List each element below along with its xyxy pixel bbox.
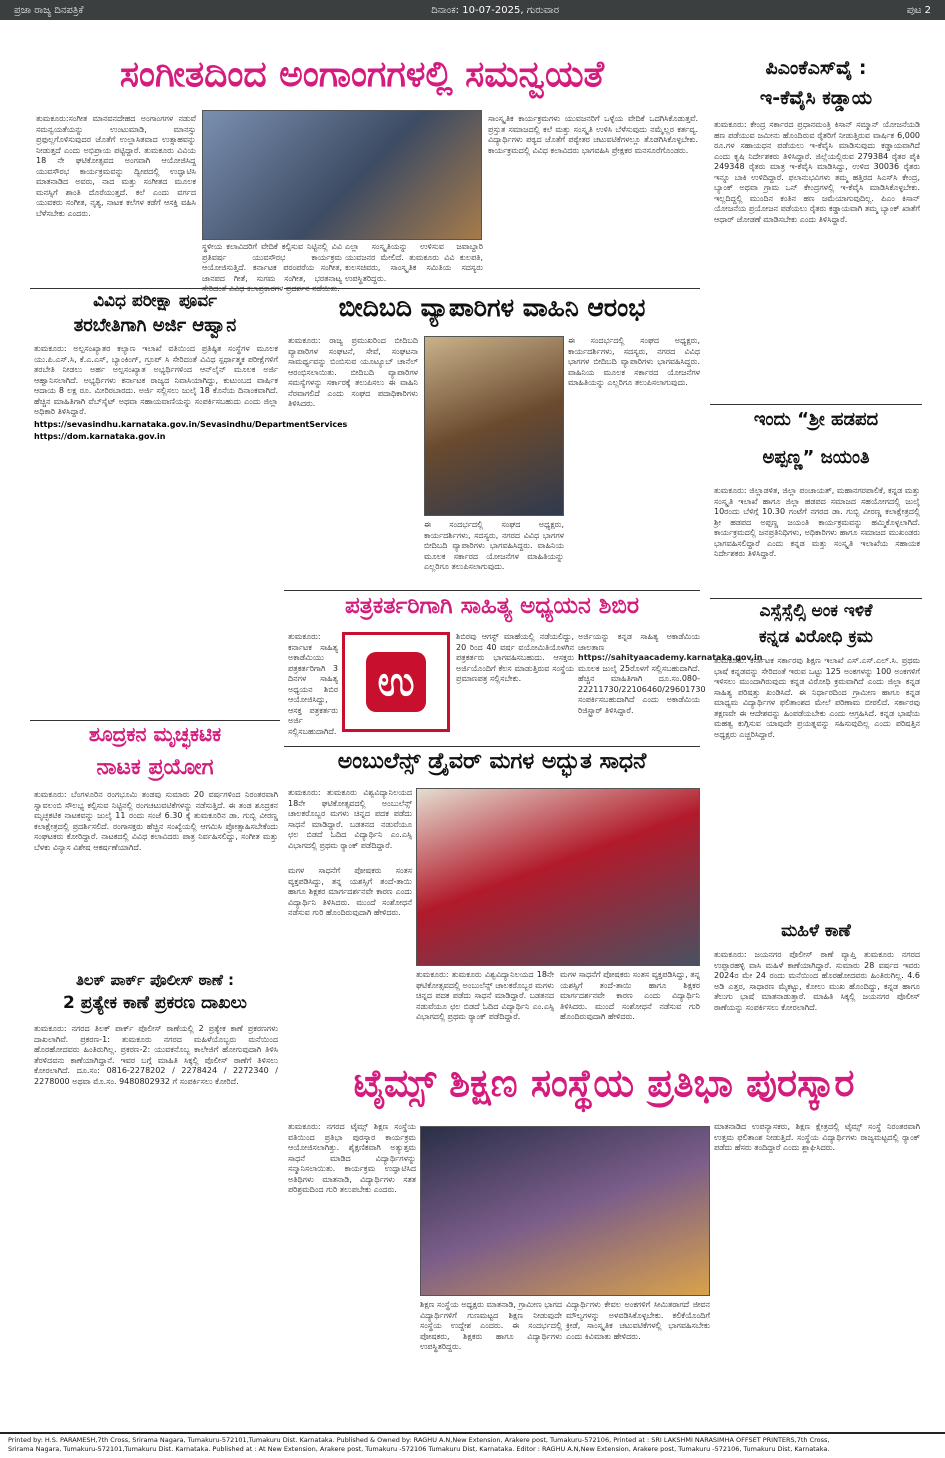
imprint-line-2: Srirama Nagara, Tumakuru-572101,Tumakuru Dist. Karnataka. Published at : At New Extension, Arakere post, Tumakuru -572106 Tumakuru Dist, Karnataka. Editor : RAGHU A.N,New Extension, Arakere post, Tumakuru -572106, Tumakuru Dist, Karnataka. xyxy=(8,1444,830,1453)
story5-col1: ತುಮಕೂರು: ರಾಜ್ಯ ಪ್ರಮುಖರಿಂದ ಬೀದಿಬದಿ ವ್ಯಾಪಾರಿಗಳ ಸಂಘಟನೆ, ಸೇವೆ, ಸಂಘಟನಾ ಸಾಮರ್ಥ್ಯವನ್ನು ಬಿಂಬಿಸುವ ಯೂಟ್ಯೂಬ್ ಚಾನೆಲ್ ಆರಂಭಿಸಲಾಯಿತು. ಬೀದಿಬದಿ ವ್ಯಾಪಾರಿಗಳ ಸಮಸ್ಯೆಗಳನ್ನು ಸರ್ಕಾರಕ್ಕೆ ತಲುಪಿಸಲು ಈ ವಾಹಿನಿ ನೆರವಾಗಲಿದೆ ಎಂದು ಸಂಘದ ಪದಾಧಿಕಾರಿಗಳು ತಿಳಿಸಿದರು. xyxy=(288,336,418,409)
headline-sslc-1: ಎಸ್ಸೆಸ್ಸೆಲ್ಸಿ ಅಂಕ ಇಳಿಕೆ xyxy=(759,601,873,621)
right2-body: ತುಮಕೂರು: ಜಿಲ್ಲಾಡಳಿತ, ಜಿಲ್ಲಾ ಪಂಚಾಯತ್, ಮಹಾನಗರಪಾಲಿಕೆ, ಕನ್ನಡ ಮತ್ತು ಸಂಸ್ಕೃತಿ ಇಲಾಖೆ ಹಾಗೂ ಜಿಲ್ಲಾ ಹಡಪದ ಸಮಾಜದ ಸಹಯೋಗದಲ್ಲಿ ಜುಲೈ 10ರಂದು ಬೆಳಿಗ್ಗೆ 10.30 ಗಂಟೆಗೆ ನಗರದ ಡಾ. ಗುಬ್ಬಿ ವೀರಣ್ಣ ಕಲಾಕ್ಷೇತ್ರದಲ್ಲಿ ಶ್ರೀ ಹಡಪದ ಅಪ್ಪಣ್ಣ ಜಯಂತಿ ಕಾರ್ಯಕ್ರಮವನ್ನು ಹಮ್ಮಿಕೊಳ್ಳಲಾಗಿದೆ. ಕಾರ್ಯಕ್ರಮದಲ್ಲಿ ಜನಪ್ರತಿನಿಧಿಗಳು, ಅಧಿಕಾರಿಗಳು ಹಾಗೂ ಸಮಾಜದ ಮುಖಂಡರು ಭಾಗವಹಿಸಲಿದ್ದಾರೆ ಎಂದು ಕನ್ನಡ ಮತ್ತು ಸಂಸ್ಕೃತಿ ಇಲಾಖೆಯ ಸಹಾಯಕ ನಿರ್ದೇಶಕರು ತಿಳಿಸಿದ್ದಾರೆ. xyxy=(714,486,920,559)
story7-col2: ತುಮಕೂರು: ತುಮಕೂರು ವಿಶ್ವವಿದ್ಯಾನಿಲಯದ 18ನೇ ಘಟಿಕೋತ್ಸವದಲ್ಲಿ ಅಂಬುಲೆನ್ಸ್ ಚಾಲಕರೊಬ್ಬರ ಮಗಳು ಚಿನ್ನದ ಪದಕ ಪಡೆದು ಸಾಧನೆ ಮಾಡಿದ್ದಾರೆ. ಬಡತನದ ನಡುವೆಯೂ ಛಲ ಬಿಡದೆ ಓದಿದ ವಿದ್ಯಾರ್ಥಿನಿ ಎಂ.ಎಸ್ಸಿ ವಿಭಾಗದಲ್ಲಿ ಪ್ರಥಮ ರ್‍ಯಾಂಕ್ ಪಡೆದಿದ್ದಾರೆ. xyxy=(416,970,554,1022)
imprint-line-1: Printed by: H.S. PARAMESH,7th Cross, Srirama Nagara, Tumakuru-572101,Tumakuru Dist. Karnataka. Published & Owned by: RAGHU A.N,New Extension, Arakere post, Tumakuru-572106, Printed at : SRI LAKSHMI NARASIMHA OFFSET PRINTERS,7th Cross, xyxy=(8,1436,830,1444)
headline-music-harmony: ಸಂಗೀತದಿಂದ ಅಂಗಾಂಗಗಳಲ್ಲಿ ಸಮನ್ವಯತೆ xyxy=(119,54,605,95)
headline-jayanthi-1: ಇಂದು “ಶ್ರೀ ಹಡಪದ xyxy=(753,409,879,430)
story6-link[interactable]: https://sahityaacademy.karnataka.gov.in xyxy=(578,653,763,663)
story1-photo xyxy=(202,110,482,240)
story6-col2: ಶಿಬಿರವು ಆಗಸ್ಟ್ ಮಾಹೆಯಲ್ಲಿ ನಡೆಯಲಿದ್ದು, 20 ರಿಂದ 40 ವರ್ಷ ವಯೋಮಿತಿಯೊಳಗಿನ ಪತ್ರಕರ್ತರು ಭಾಗವಹಿಸಬಹುದು. ಆಸಕ್ತರು ಅರ್ಜಿಯೊಂದಿಗೆ ಕೆಲಸ ಮಾಡುತ್ತಿರುವ ಸಂಸ್ಥೆಯ ಪ್ರಮಾಣಪತ್ರ ಸಲ್ಲಿಸಬೇಕು. xyxy=(456,632,574,684)
story6-col3 xyxy=(578,632,763,742)
headline-exam-1: ವಿವಿಧ ಪರೀಕ್ಷಾ ಪೂರ್ವ xyxy=(93,291,217,311)
headline-sslc-2: ಕನ್ನಡ ವಿರೋಧಿ ಕ್ರಮ xyxy=(759,627,873,647)
right1-body: ತುಮಕೂರು: ಕೇಂದ್ರ ಸರ್ಕಾರದ ಪ್ರಧಾನಮಂತ್ರಿ ಕಿಸಾನ್ ಸಮ್ಮಾನ್ ಯೋಜನೆಯಡಿ ಹಣ ಪಡೆಯುವ ಜಮೀನು ಹೊಂದಿರುವ ರೈತರಿಗೆ ನೀಡುತ್ತಿರುವ ವಾರ್ಷಿಕ 6,000 ರೂ.ಗಳ ಸಹಾಯಧನ ಪಡೆಯಲು ಇ-ಕೆವೈಸಿ ಮಾಡಿಸುವುದು ಕಡ್ಡಾಯವಾಗಿದೆ ಎಂದು ಕೃಷಿ ನಿರ್ದೇಶಕರು ತಿಳಿಸಿದ್ದಾರೆ. ಜಿಲ್ಲೆಯಲ್ಲಿರುವ 279384 ರೈತರ ಪೈಕಿ 249348 ರೈತರು ಮಾತ್ರ ಇ-ಕೆವೈಸಿ ಮಾಡಿಸಿದ್ದು, ಉಳಿದ 30036 ರೈತರು ಇನ್ನೂ ಬಾಕಿ ಉಳಿದಿದ್ದಾರೆ. ಫಲಾನುಭವಿಗಳು ತಮ್ಮ ಹತ್ತಿರದ ಸಿಎಸ್‌ಸಿ ಕೇಂದ್ರ, ಬ್ಯಾಂಕ್ ಅಥವಾ ಗ್ರಾಮ ಒನ್ ಕೇಂದ್ರಗಳಲ್ಲಿ ಇ-ಕೆವೈಸಿ ಮಾಡಿಸಿಕೊಳ್ಳಬೇಕು. ಇಲ್ಲದಿದ್ದಲ್ಲಿ ಮುಂದಿನ ಕಂತಿನ ಹಣ ಜಮೆಯಾಗುವುದಿಲ್ಲ. ಪಿಎಂ ಕಿಸಾನ್ ಯೋಜನೆಯ ಪ್ರಯೋಜನ ಪಡೆಯಲು ರೈತರು ಕಡ್ಡಾಯವಾಗಿ ತಮ್ಮ ಬ್ಯಾಂಕ್ ಖಾತೆಗೆ ಆಧಾರ್ ಜೋಡಣೆ ಮಾಡಿಸಬೇಕು ಎಂದು ತಿಳಿಸಿದ್ದಾರೆ. xyxy=(714,120,920,224)
academy-logo-icon: ಉ xyxy=(366,652,426,712)
headline-exam-2: ತರಬೇತಿಗಾಗಿ ಅರ್ಜಿ ಆಹ್ವಾನ xyxy=(73,315,237,336)
story8-photo xyxy=(420,1126,710,1296)
story8-col1: ತುಮಕೂರು: ನಗರದ ಟೈಮ್ಸ್ ಶಿಕ್ಷಣ ಸಂಸ್ಥೆಯ ವತಿಯಿಂದ ಪ್ರತಿಭಾ ಪುರಸ್ಕಾರ ಕಾರ್ಯಕ್ರಮ ಆಯೋಜಿಸಲಾಗಿತ್ತು. ಶೈಕ್ಷಣಿಕವಾಗಿ ಅತ್ಯುತ್ತಮ ಸಾಧನೆ ಮಾಡಿದ ವಿದ್ಯಾರ್ಥಿಗಳನ್ನು ಸನ್ಮಾನಿಸಲಾಯಿತು. ಕಾರ್ಯಕ್ರಮ ಉದ್ಘಾಟಿಸಿದ ಅತಿಥಿಗಳು ಮಾತನಾಡಿ, ವಿದ್ಯಾರ್ಥಿಗಳು ಸತತ ಪರಿಶ್ರಮದಿಂದ ಗುರಿ ತಲುಪಬೇಕು ಎಂದರು. xyxy=(288,1122,416,1195)
masthead-title: ಪ್ರಜಾ ರಾಜ್ಯ ದಿನಪತ್ರಿಕೆ xyxy=(14,4,84,16)
story8-col3: ವಿದ್ಯಾರ್ಥಿಗಳು ಕೇವಲ ಅಂಕಗಳಿಗೆ ಸೀಮಿತರಾಗದೆ ಜೀವನ ಮೌಲ್ಯಗಳನ್ನು ಅಳವಡಿಸಿಕೊಳ್ಳಬೇಕು. ಕಲಿಕೆಯೊಂದಿಗೆ ಕ್ರೀಡೆ, ಸಾಂಸ್ಕೃತಿಕ ಚಟುವಟಿಕೆಗಳಲ್ಲಿ ಭಾಗವಹಿಸಬೇಕು ಎಂದು ಕಿವಿಮಾತು ಹೇಳಿದರು. xyxy=(566,1300,710,1341)
story5-col2a: ಈ ಸಂದರ್ಭದಲ್ಲಿ ಸಂಘದ ಅಧ್ಯಕ್ಷರು, ಕಾರ್ಯದರ್ಶಿಗಳು, ಸದಸ್ಯರು, ನಗರದ ವಿವಿಧ ಭಾಗಗಳ ಬೀದಿಬದಿ ವ್ಯಾಪಾರಿಗಳು ಭಾಗವಹಿಸಿದ್ದರು. ವಾಹಿನಿಯ ಮೂಲಕ ಸರ್ಕಾರದ ಯೋಜನೆಗಳ ಮಾಹಿತಿಯನ್ನು ಎಲ್ಲರಿಗೂ ತಲುಪಿಸಲಾಗುವುದು. xyxy=(424,520,564,572)
story6-col3-text2: ಮೂಲಕ ಜುಲೈ 25ರೊಳಗೆ ಸಲ್ಲಿಸಬಹುದಾಗಿದೆ. ಹೆಚ್ಚಿನ ಮಾಹಿತಿಗಾಗಿ ದೂ.ಸಂ.080-22211730/22106460/29601730 ಸಂಪರ್ಕಿಸಬಹುದಾಗಿದೆ ಎಂದು ಅಕಾಡೆಮಿಯ ರಿಜಿಸ್ಟ್ರಾರ್ ತಿಳಿಸಿದ್ದಾರೆ. xyxy=(578,663,706,715)
headline-vendors: ಬೀದಿಬದಿ ವ್ಯಾಪಾರಿಗಳ ವಾಹಿನಿ ಆರಂಭ xyxy=(338,293,646,322)
imprint-footer xyxy=(0,1432,945,1458)
headline-times-award: ಟೈಮ್ಸ್ ಶಿಕ್ಷಣ ಸಂಸ್ಥೆಯ ಪ್ರತಿಭಾ ಪುರಸ್ಕಾರ xyxy=(353,1061,855,1105)
story1-col1: ತುಮಕೂರು:ಸಂಗೀತ ಮಾನವನದೇಹದ ಅಂಗಾಂಗಗಳ ನಡುವೆ ಸಮನ್ವಯತೆಯನ್ನು ಉಂಟುಮಾಡಿ, ಮಾನಸ್ಸು ಪ್ರಫುಲ್ಲಗೊಳಿಸುವುದರ ಜೊತೆಗೆ ಉಲ್ಲಾಸಿತವಾದ ಉತ್ಸಾಹವನ್ನು ನೀಡುತ್ತದೆ ಎಂದು ಅಭಿಪ್ರಾಯ ಪಟ್ಟಿದ್ದಾರೆ. ತುಮಕೂರು ವಿವಿಯ 18 ನೇ ಘಟಿಕೋತ್ಸವದ ಅಂಗವಾಗಿ ಆಯೋಜಿಸಿದ್ದ ಯುವಸೌರಭ ಕಾರ್ಯಕ್ರಮವನ್ನು ದ್ವೀಪದಲ್ಲಿ ಉದ್ಘಾಟಿಸಿ ಮಾತನಾಡಿದ ಅವರು, ನಾದ ಮತ್ತು ಸಂಗೀತದ ಮೂಲಕ ಮನಸ್ಸಿಗೆ ಶಾಂತಿ ದೊರೆಯುತ್ತದೆ. ಕಲೆ ಎಂದು ವರ್ಗದ ಯುವಕರು ಸಂಗೀತ, ನೃತ್ಯ, ನಾಟಕ ಕಲೆಗಳ ಕಡೆಗೆ ಆಸಕ್ತಿ ವಹಿಸಿ ಬೆಳೆಸಬೇಕು ಎಂದರು. xyxy=(36,114,196,218)
story4-body: ತುಮಕೂರು: ನಗರದ ತಿಲಕ್ ಪಾರ್ಕ್ ಪೊಲೀಸ್ ಠಾಣೆಯಲ್ಲಿ 2 ಪ್ರತ್ಯೇಕ ಕಾಣೆ ಪ್ರಕರಣಗಳು ದಾಖಲಾಗಿವೆ. ಪ್ರಕರಣ-1: ತುಮಕೂರು ನಗರದ ಮಹಿಳೆಯೊಬ್ಬರು ಮನೆಯಿಂದ ಹೊರಹೋದವರು ಹಿಂತಿರುಗಿಲ್ಲ. ಪ್ರಕರಣ-2: ಯುವಕನೊಬ್ಬ ಕಾಲೇಜಿಗೆ ಹೋಗುವುದಾಗಿ ತಿಳಿಸಿ ತೆರಳಿದವನು ಕಾಣೆಯಾಗಿದ್ದಾನೆ. ಇವರ ಬಗ್ಗೆ ಮಾಹಿತಿ ಸಿಕ್ಕಲ್ಲಿ ಪೊಲೀಸ್ ಠಾಣೆಗೆ ತಿಳಿಸಲು ಕೋರಲಾಗಿದೆ. ದೂ.ಸಂ: 0816-2278202 / 2278424 / 2272340 / 2278000 ಅಥವಾ ಮೊ.ಸಂ. 9480802932 ಗೆ ಸಂಪರ್ಕಿಸಲು ಕೋರಿದೆ. xyxy=(34,1024,278,1086)
headline-jayanthi-2: ಅಪ್ಪಣ್ಣ” ಜಯಂತಿ xyxy=(762,447,870,468)
story7-col1: ತುಮಕೂರು: ತುಮಕೂರು ವಿಶ್ವವಿದ್ಯಾನಿಲಯದ 18ನೇ ಘಟಿಕೋತ್ಸವದಲ್ಲಿ ಅಂಬುಲೆನ್ಸ್ ಚಾಲಕರೊಬ್ಬರ ಮಗಳು ಚಿನ್ನದ ಪದಕ ಪಡೆದು ಸಾಧನೆ ಮಾಡಿದ್ದಾರೆ. ಬಡತನದ ನಡುವೆಯೂ ಛಲ ಬಿಡದೆ ಓದಿದ ವಿದ್ಯಾರ್ಥಿನಿ ಎಂ.ಎಸ್ಸಿ ವಿಭಾಗದಲ್ಲಿ ಪ್ರಥಮ ರ್‍ಯಾಂಕ್ ಪಡೆದಿದ್ದಾರೆ. xyxy=(288,788,412,850)
right3-body: ತುಮಕೂರು: ಕರ್ನಾಟಕ ಸರ್ಕಾರವು ಶಿಕ್ಷಣ ಇಲಾಖೆ ಎಸ್.ಎಸ್.ಎಲ್.ಸಿ. ಪ್ರಥಮ ಭಾಷೆ ಕನ್ನಡವನ್ನು ಸೇರಿದಂತೆ ಇರುವ ಒಟ್ಟು 125 ಅಂಕಗಳನ್ನು 100 ಅಂಕಗಳಿಗೆ ಇಳಿಸಲು ಮುಂದಾಗಿರುವುದು ಕನ್ನಡ ವಿರೋಧಿ ಕ್ರಮವಾಗಿದೆ ಎಂದು ಜಿಲ್ಲಾ ಕನ್ನಡ ಸಾಹಿತ್ಯ ಪರಿಷತ್ತು ಖಂಡಿಸಿದೆ. ಈ ನಿರ್ಧಾರದಿಂದ ಗ್ರಾಮೀಣ ಹಾಗೂ ಕನ್ನಡ ಮಾಧ್ಯಮ ವಿದ್ಯಾರ್ಥಿಗಳ ಫಲಿತಾಂಶದ ಮೇಲೆ ಪರಿಣಾಮ ಬೀರಲಿದೆ. ಸರ್ಕಾರವು ತಕ್ಷಣವೇ ಈ ಆದೇಶವನ್ನು ಹಿಂಪಡೆಯಬೇಕು ಎಂದು ಆಗ್ರಹಿಸಿದೆ. ಕನ್ನಡ ಭಾಷೆಯ ಮಹತ್ವ ಕುಗ್ಗಿಸುವ ಯಾವುದೇ ಪ್ರಯತ್ನವನ್ನು ಸಹಿಸುವುದಿಲ್ಲ ಎಂದು ಪರಿಷತ್ತಿನ ಅಧ್ಯಕ್ಷರು ಎಚ್ಚರಿಸಿದ್ದಾರೆ. xyxy=(714,656,920,739)
story2-link2[interactable]: https://dom.karnataka.gov.in xyxy=(34,432,166,442)
headline-play-2: ನಾಟಕ ಪ್ರಯೋಗ xyxy=(96,755,214,780)
masthead-date: ದಿನಾಂಕ: 10-07-2025, ಗುರುವಾರ xyxy=(431,4,560,16)
headline-journalist-camp: ಪತ್ರಕರ್ತರಿಗಾಗಿ ಸಾಹಿತ್ಯ ಅಧ್ಯಯನ ಶಿಬಿರ xyxy=(345,593,639,619)
divider xyxy=(30,720,280,721)
story5-photo xyxy=(424,336,564,516)
divider xyxy=(284,746,700,747)
academy-logo xyxy=(342,632,450,732)
masthead-bar xyxy=(0,0,945,20)
headline-ambulance: ಅಂಬುಲೆನ್ಸ್ ಡ್ರೈವರ್ ಮಗಳ ಅದ್ಭುತ ಸಾಧನೆ xyxy=(337,749,647,774)
right4-body: ತುಮಕೂರು: ಜಯನಗರ ಪೊಲೀಸ್ ಠಾಣೆ ವ್ಯಾಪ್ತಿ ತುಮಕೂರು ನಗರದ ಉಪ್ಪಾರಹಳ್ಳಿ ವಾಸಿ ಮಹಿಳೆ ಕಾಣೆಯಾಗಿದ್ದಾರೆ. ಸುಮಾರು 28 ವರ್ಷದ ಇವರು 2024ರ ಮೇ 24 ರಂದು ಮನೆಯಿಂದ ಹೊರಹೋದವರು ಹಿಂತಿರುಗಿಲ್ಲ. 4.6 ಅಡಿ ಎತ್ತರ, ಸಾಧಾರಣ ಮೈಕಟ್ಟು, ಕೋಲು ಮುಖ ಹೊಂದಿದ್ದು, ಕನ್ನಡ ಹಾಗೂ ತೆಲುಗು ಭಾಷೆ ಮಾತನಾಡುತ್ತಾರೆ. ಮಾಹಿತಿ ಸಿಕ್ಕಲ್ಲಿ ಜಯನಗರ ಪೊಲೀಸ್ ಠಾಣೆಯನ್ನು ಸಂಪರ್ಕಿಸಲು ಕೋರಲಾಗಿದೆ. xyxy=(714,950,920,1012)
story5-col3: ಈ ಸಂದರ್ಭದಲ್ಲಿ ಸಂಘದ ಅಧ್ಯಕ್ಷರು, ಕಾರ್ಯದರ್ಶಿಗಳು, ಸದಸ್ಯರು, ನಗರದ ವಿವಿಧ ಭಾಗಗಳ ಬೀದಿಬದಿ ವ್ಯಾಪಾರಿಗಳು ಭಾಗವಹಿಸಿದ್ದರು. ವಾಹಿನಿಯ ಮೂಲಕ ಸರ್ಕಾರದ ಯೋಜನೆಗಳ ಮಾಹಿತಿಯನ್ನು ಎಲ್ಲರಿಗೂ ತಲುಪಿಸಲಾಗುವುದು. xyxy=(568,336,700,388)
story2-body xyxy=(34,344,348,650)
divider xyxy=(710,598,922,599)
story7-col3: ಮಗಳ ಸಾಧನೆಗೆ ಪೋಷಕರು ಸಂತಸ ವ್ಯಕ್ತಪಡಿಸಿದ್ದು, ತನ್ನ ಯಶಸ್ಸಿಗೆ ತಂದೆ-ತಾಯಿ ಹಾಗೂ ಶಿಕ್ಷಕರ ಮಾರ್ಗದರ್ಶನವೇ ಕಾರಣ ಎಂದು ವಿದ್ಯಾರ್ಥಿನಿ ತಿಳಿಸಿದರು. ಮುಂದೆ ಸಂಶೋಧನೆ ನಡೆಸುವ ಗುರಿ ಹೊಂದಿರುವುದಾಗಿ ಹೇಳಿದರು. xyxy=(560,970,700,1022)
headline-woman-missing: ಮಹಿಳೆ ಕಾಣೆ xyxy=(781,921,851,941)
story7-photo xyxy=(416,788,700,966)
headline-play-1: ಶೂದ್ರಕನ ಮೃಚ್ಛಕಟಿಕ xyxy=(88,722,222,746)
headline-pmksy-1: ಪಿಎಂಕೆಎಸ್‌ವೈ : xyxy=(765,57,867,79)
divider xyxy=(284,590,700,591)
story8-col4: ಮಾತನಾಡಿದ ಉಪನ್ಯಾಸಕರು, ಶಿಕ್ಷಣ ಕ್ಷೇತ್ರದಲ್ಲಿ ಟೈಮ್ಸ್ ಸಂಸ್ಥೆ ನಿರಂತರವಾಗಿ ಉತ್ತಮ ಫಲಿತಾಂಶ ನೀಡುತ್ತಿದೆ. ಸಂಸ್ಥೆಯ ವಿದ್ಯಾರ್ಥಿಗಳು ರಾಜ್ಯಮಟ್ಟದಲ್ಲಿ ರ್‍ಯಾಂಕ್ ಪಡೆದು ಹೆಸರು ತಂದಿದ್ದಾರೆ ಎಂದು ಶ್ಲಾಘಿಸಿದರು. xyxy=(714,1122,920,1153)
story1-col4: ಸಾಂಸ್ಕೃತಿಕ ಕಾರ್ಯಕ್ರಮಗಳು ಯುವಜನರಿಗೆ ಒಳ್ಳೆಯ ವೇದಿಕೆ ಒದಗಿಸಿಕೊಡುತ್ತವೆ. ಪ್ರಸ್ತುತ ಸಮಾಜದಲ್ಲಿ ಕಲೆ ಮತ್ತು ಸಂಸ್ಕೃತಿ ಉಳಿಸಿ ಬೆಳೆಸುವುದು ನಮ್ಮೆಲ್ಲರ ಕರ್ತವ್ಯ. ವಿದ್ಯಾರ್ಥಿಗಳು ಪಠ್ಯದ ಜೊತೆಗೆ ಪಠ್ಯೇತರ ಚಟುವಟಿಕೆಗಳಲ್ಲೂ ತೊಡಗಿಸಿಕೊಳ್ಳಬೇಕು. ಕಾರ್ಯಕ್ರಮದಲ್ಲಿ ವಿವಿಧ ಕಲಾವಿದರು ಭಾಗವಹಿಸಿ ಪ್ರೇಕ್ಷಕರ ಮನಸೂರೆಗೊಂಡರು. xyxy=(488,114,698,155)
headline-pmksy-2: ಇ-ಕೆವೈಸಿ ಕಡ್ಡಾಯ xyxy=(759,87,873,109)
story1-col2: ಸ್ಥಳೀಯ ಕಲಾವಿದರಿಗೆ ವೇದಿಕೆ ಕಲ್ಪಿಸುವ ನಿಟ್ಟಿನಲ್ಲಿ ವಿವಿ ಪ್ರತಿವರ್ಷ ಯುವಸೌರಭ ಕಾರ್ಯಕ್ರಮ ಆಯೋಜಿಸುತ್ತಿದೆ. ಕರ್ನಾಟಕ ಪರಂಪರೆಯ ಸಂಗೀತ, ಜಾನಪದ ಗೀತೆ, ಸುಗಮ ಸಂಗೀತ, ಭರತನಾಟ್ಯ xyxy=(202,242,342,283)
story7-col1b: ಮಗಳ ಸಾಧನೆಗೆ ಪೋಷಕರು ಸಂತಸ ವ್ಯಕ್ತಪಡಿಸಿದ್ದು, ತನ್ನ ಯಶಸ್ಸಿಗೆ ತಂದೆ-ತಾಯಿ ಹಾಗೂ ಶಿಕ್ಷಕರ ಮಾರ್ಗದರ್ಶನವೇ ಕಾರಣ ಎಂದು ವಿದ್ಯಾರ್ಥಿನಿ ತಿಳಿಸಿದರು. ಮುಂದೆ ಸಂಶೋಧನೆ ನಡೆಸುವ ಗುರಿ ಹೊಂದಿರುವುದಾಗಿ ಹೇಳಿದರು. xyxy=(288,866,412,918)
divider xyxy=(30,288,280,289)
masthead-page: ಪುಟ 2 xyxy=(906,4,931,16)
story8-col2: ಶಿಕ್ಷಣ ಸಂಸ್ಥೆಯ ಅಧ್ಯಕ್ಷರು ಮಾತನಾಡಿ, ಗ್ರಾಮೀಣ ಭಾಗದ ವಿದ್ಯಾರ್ಥಿಗಳಿಗೆ ಗುಣಮಟ್ಟದ ಶಿಕ್ಷಣ ನೀಡುವುದೇ ಸಂಸ್ಥೆಯ ಉದ್ದೇಶ ಎಂದರು. ಈ ಸಂದರ್ಭದಲ್ಲಿ ಪೋಷಕರು, ಶಿಕ್ಷಕರು ಹಾಗೂ ವಿದ್ಯಾರ್ಥಿಗಳು ಉಪಸ್ಥಿತರಿದ್ದರು. xyxy=(420,1300,562,1352)
headline-police-1: ತಿಲಕ್ ಪಾರ್ಕ್ ಪೊಲೀಸ್ ಠಾಣೆ : xyxy=(75,971,235,989)
story1-col3: ಎಲ್ಲಾ ಸಂಸ್ಕೃತಿಯನ್ನು ಉಳಿಸುವ ಜವಾಬ್ದಾರಿ ಯುವಜನರ ಮೇಲಿದೆ. ತುಮಕೂರು ವಿವಿ ಕುಲಪತಿ, ಕುಲಸಚಿವರು, ಸಾಂಸ್ಕೃತಿಕ ಸಮಿತಿಯ ಸದಸ್ಯರು ಉಪಸ್ಥಿತರಿದ್ದರು. xyxy=(345,242,483,283)
story6-col3-text: ಅರ್ಜಿಯನ್ನು ಕನ್ನಡ ಸಾಹಿತ್ಯ ಅಕಾಡೆಮಿಯ ಜಾಲತಾಣ xyxy=(578,632,700,652)
story2-link1[interactable]: https://sevasindhu.karnataka.gov.in/Sevasindhu/DepartmentServices xyxy=(34,419,348,429)
story6-col0: ತುಮಕೂರು: ಕರ್ನಾಟಕ ಸಾಹಿತ್ಯ ಅಕಾಡೆಮಿಯು ಪತ್ರಕರ್ತರಿಗಾಗಿ 3 ದಿನಗಳ ಸಾಹಿತ್ಯ ಅಧ್ಯಯನ ಶಿಬಿರ ಆಯೋಜಿಸಿದ್ದು, ಆಸಕ್ತ ಪತ್ರಕರ್ತರು ಅರ್ಜಿ ಸಲ್ಲಿಸಬಹುದಾಗಿದೆ. xyxy=(288,632,338,736)
divider xyxy=(710,404,922,405)
divider xyxy=(284,288,700,289)
story2-text: ತುಮಕೂರು: ಅಲ್ಪಸಂಖ್ಯಾತರ ಕಲ್ಯಾಣ ಇಲಾಖೆ ವತಿಯಿಂದ ಪ್ರತಿಷ್ಠಿತ ಸಂಸ್ಥೆಗಳ ಮೂಲಕ ಯು.ಪಿ.ಎಸ್.ಸಿ, ಕೆ.ಎ.ಎಸ್, ಬ್ಯಾಂಕಿಂಗ್, ಗ್ರೂಪ್ ಸಿ ಸೇರಿದಂತೆ ವಿವಿಧ ಸ್ಪರ್ಧಾತ್ಮಕ ಪರೀಕ್ಷೆಗಳಿಗೆ ತರಬೇತಿ ನೀಡಲು ಅರ್ಹ ಅಲ್ಪಸಂಖ್ಯಾತ ಅಭ್ಯರ್ಥಿಗಳಿಂದ ಆನ್‌ಲೈನ್ ಮೂಲಕ ಅರ್ಜಿ ಆಹ್ವಾನಿಸಲಾಗಿದೆ. ಅಭ್ಯರ್ಥಿಗಳು ಕರ್ನಾಟಕ ರಾಜ್ಯದ ನಿವಾಸಿಯಾಗಿದ್ದು, ಕುಟುಂಬದ ವಾರ್ಷಿಕ ಆದಾಯ 8 ಲಕ್ಷ ರೂ. ಮೀರಿರಬಾರದು. ಅರ್ಜಿ ಸಲ್ಲಿಸಲು ಜುಲೈ 18 ಕೊನೆಯ ದಿನಾಂಕವಾಗಿದೆ. ಹೆಚ್ಚಿನ ಮಾಹಿತಿಗಾಗಿ ವೆಬ್‌ಸೈಟ್ ಅಥವಾ ಸಹಾಯವಾಣಿಯನ್ನು ಸಂಪರ್ಕಿಸಬಹುದು ಎಂದು ಜಿಲ್ಲಾ ಅಧಿಕಾರಿ ತಿಳಿಸಿದ್ದಾರೆ. xyxy=(34,344,278,417)
headline-police-2: 2 ಪ್ರತ್ಯೇಕ ಕಾಣೆ ಪ್ರಕರಣ ದಾಖಲು xyxy=(63,993,247,1013)
story3-body: ತುಮಕೂರು: ಬೆಂಗಳೂರಿನ ರಂಗಭೂಮಿ ತಂಡವು ಸುಮಾರು 20 ವರ್ಷಗಳಿಂದ ನಿರಂತರವಾಗಿ ಸ್ವಾವಲಂಬಿ ಸೌಲಭ್ಯ ಕಲ್ಪಿಸುವ ನಿಟ್ಟಿನಲ್ಲಿ ರಂಗಚಟುವಟಿಕೆಗಳನ್ನು ನಡೆಸುತ್ತಿದೆ. ಈ ತಂಡ ಶೂದ್ರಕನ ಮೃಚ್ಛಕಟಿಕ ನಾಟಕವನ್ನು ಜುಲೈ 11 ರಂದು ಸಂಜೆ 6.30 ಕ್ಕೆ ತುಮಕೂರಿನ ಡಾ. ಗುಬ್ಬಿ ವೀರಣ್ಣ ಕಲಾಕ್ಷೇತ್ರದಲ್ಲಿ ಪ್ರದರ್ಶಿಸಲಿದೆ. ರಂಗಾಸಕ್ತರು ಹೆಚ್ಚಿನ ಸಂಖ್ಯೆಯಲ್ಲಿ ಆಗಮಿಸಿ ಪ್ರೋತ್ಸಾಹಿಸಬೇಕೆಂದು ಸಂಘಟಕರು ಕೋರಿದ್ದಾರೆ. ನಾಟಕದಲ್ಲಿ ವಿವಿಧ ಕಲಾವಿದರು ಪಾತ್ರ ನಿರ್ವಹಿಸಲಿದ್ದು, ಸಂಗೀತ ಮತ್ತು ಬೆಳಕು ವಿನ್ಯಾಸ ವಿಶೇಷ ಆಕರ್ಷಣೆಯಾಗಿದೆ. xyxy=(34,790,278,852)
